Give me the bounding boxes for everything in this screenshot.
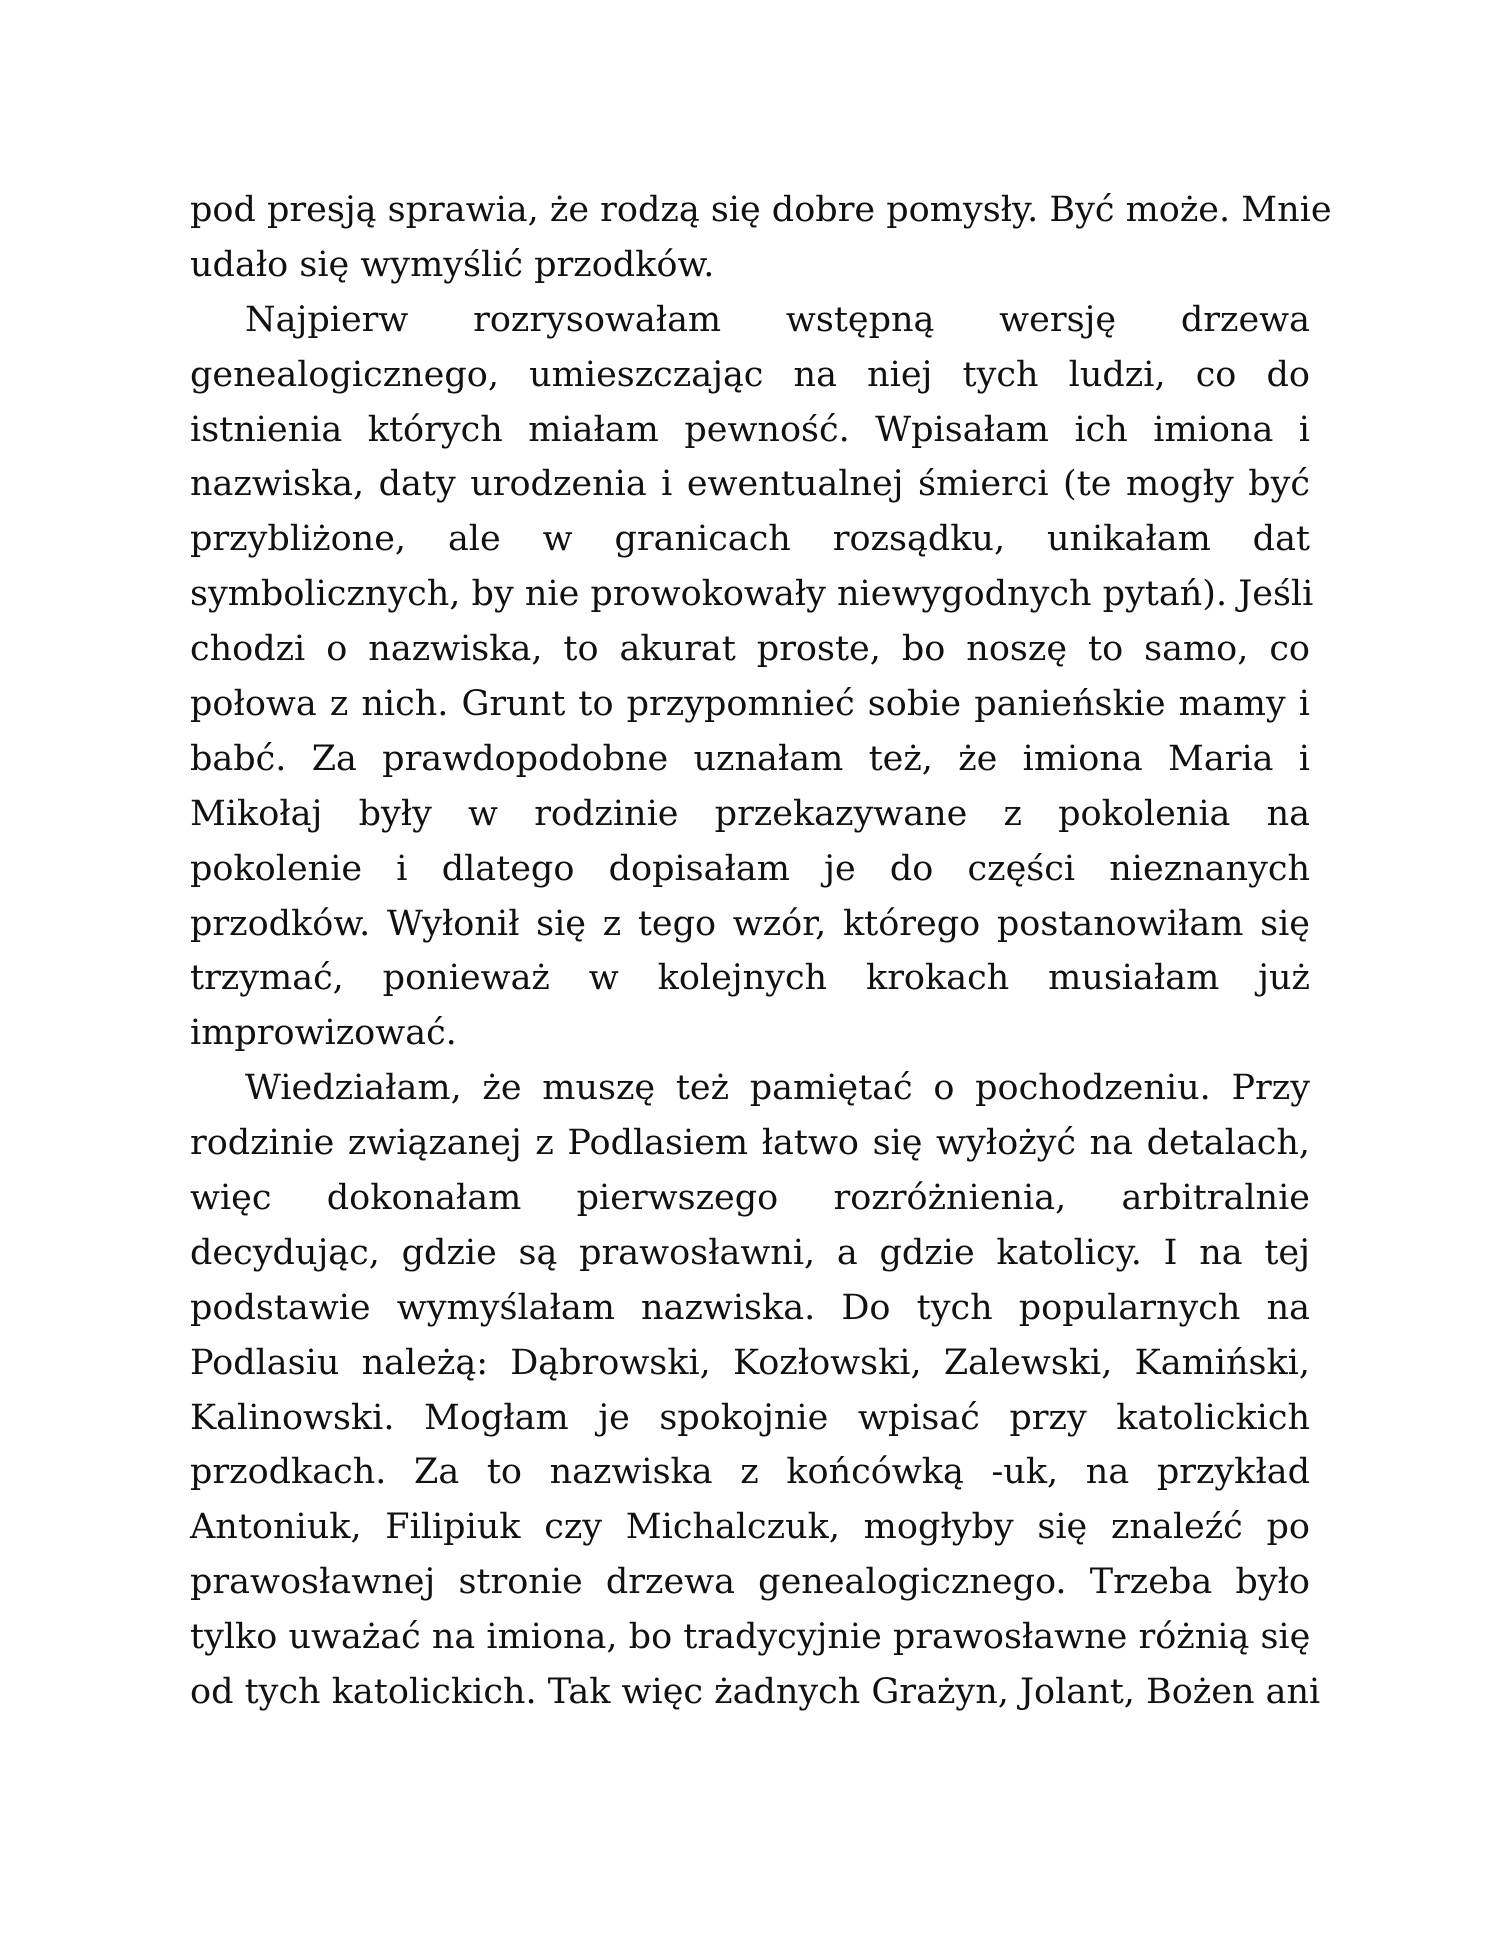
text-line: od tych katolickich. Tak więc żadnych Grażyn, Jolant, Bożen ani [190,1672,1321,1713]
text-line: genealogicznego, umieszczając na niej tych ludzi, co do [190,354,1310,395]
book-page-text [190,183,1332,1720]
text-line: symbolicznych, by nie prowokowały niewygodnych pytań). Jeśli [190,574,1314,615]
text-line: Kalinowski. Mogłam je spokojnie wpisać przy katolickich [190,1397,1310,1438]
text-line: podstawie wymyślałam nazwiska. Do tych popularnych na [190,1287,1310,1328]
text-line: istnienia których miałam pewność. Wpisałam ich imiona i [190,409,1310,450]
text-line: przodków. Wyłonił się z tego wzór, którego postanowiłam się [190,903,1310,944]
text-line: nazwiska, daty urodzenia i ewentualnej śmierci (te mogły być [190,464,1310,505]
paragraph-3 [190,1061,1321,1720]
text-line: trzymać, ponieważ w kolejnych krokach musiałam już [190,958,1310,999]
text-line: Podlasiu należą: Dąbrowski, Kozłowski, Zalewski, Kamiński, [190,1342,1310,1383]
text-line: pod presją sprawia, że rodzą się dobre pomysły. Być może. Mnie [190,190,1332,230]
text-line: przodkach. Za to nazwiska z końcówką -uk, na przykład [190,1452,1310,1493]
text-line: improwizować. [190,1013,457,1054]
text-line: Antoniuk, Filipiuk czy Michalczuk, mogłyby się znaleźć po [190,1507,1310,1548]
text-line: pokolenie i dlatego dopisałam je do części nieznanych [190,848,1310,889]
text-line: więc dokonałam pierwszego rozróżnienia, arbitralnie [190,1178,1310,1219]
text-line: rodzinie związanej z Podlasiem łatwo się wyłożyć na detalach, [190,1123,1310,1164]
text-line: Najpierw rozrysowałam wstępną wersję drzewa [245,299,1310,340]
text-line: Wiedziałam, że muszę też pamiętać o pochodzeniu. Przy [245,1068,1310,1109]
text-line: decydując, gdzie są prawosławni, a gdzie katolicy. I na tej [190,1232,1310,1273]
text-line: Mikołaj były w rodzinie przekazywane z pokolenia na [190,793,1310,834]
text-line: babć. Za prawdopodobne uznałam też, że imiona Maria i [190,738,1310,779]
text-line: udało się wymyślić przodków. [190,244,715,285]
paragraph-1 [190,183,1332,293]
text-line: tylko uważać na imiona, bo tradycyjnie prawosławne różnią się [190,1617,1311,1658]
text-line: prawosławnej stronie drzewa genealogicznego. Trzeba było [190,1562,1310,1603]
text-line: chodzi o nazwiska, to akurat proste, bo noszę to samo, co [190,629,1310,670]
text-line: połowa z nich. Grunt to przypomnieć sobie panieńskie mamy i [190,684,1310,725]
paragraph-2 [190,293,1314,1061]
text-line: przybliżone, ale w granicach rozsądku, unikałam dat [190,519,1310,560]
